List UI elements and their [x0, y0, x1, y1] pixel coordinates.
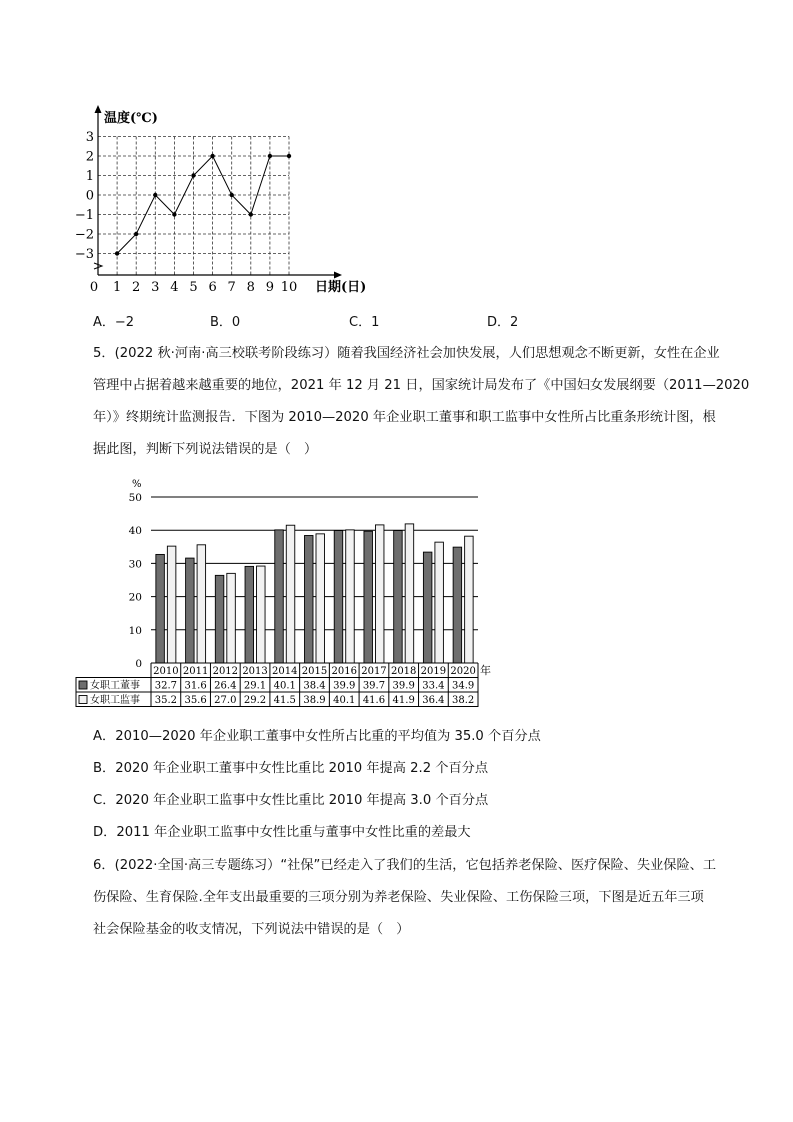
chart1-x-tick: 2 [132, 280, 141, 295]
chart2-data-label: 39.7 [362, 680, 386, 692]
chart2-category-label: 2014 [272, 666, 298, 677]
chart1-point [153, 193, 157, 197]
chart2-bar [215, 575, 224, 663]
chart2-bar [245, 566, 254, 663]
chart2-legend-swatch [79, 681, 87, 689]
chart2-y-tick: 30 [128, 558, 142, 571]
chart2-bar [156, 554, 165, 663]
chart2-category-label: 2015 [301, 666, 328, 677]
chart2-data-label: 29.1 [243, 680, 267, 692]
chart2-y-tick: 40 [128, 525, 142, 538]
q5-stem-line-4: 据此图，判断下列说法错误的是（ ） [93, 442, 318, 457]
chart1-point [134, 232, 138, 236]
q5-stem-line-2: 管理中占据着越来越重要的地位，2021 年 12 月 21 日，国家统计局发布了《中国妇女发展纲要（2011—2020 [93, 378, 750, 393]
chart1-x-tick: 6 [208, 280, 217, 295]
chart1-y-tick: 2 [85, 149, 94, 165]
chart2-data-label: 40.1 [273, 680, 296, 692]
chart2-x-unit: 年 [480, 664, 491, 677]
chart2-bar [423, 552, 432, 663]
chart2-bar [453, 547, 462, 663]
chart2-bar [275, 530, 284, 663]
chart1-y-tick: −2 [74, 227, 94, 243]
chart2-bar [186, 558, 195, 663]
chart2-data-label: 35.2 [154, 695, 177, 706]
chart1-point [172, 212, 176, 216]
chart1-x-tick: 1 [112, 280, 122, 295]
q6-stem-line-2: 伤保险、生育保险.全年支出最重要的三项分别为养老保险、失业保险、工伤保险三项，下图是近五年三项 [93, 890, 704, 905]
chart2-data-label: 38.2 [452, 695, 475, 706]
chart2-category-label: 2010 [153, 666, 179, 677]
q4-option-c[interactable]: C．1 [349, 315, 380, 330]
chart2-data-label: 41.5 [273, 695, 296, 706]
chart2-category-label: 2017 [361, 666, 387, 677]
chart2-category-label: 2011 [182, 666, 209, 677]
chart2-y-tick-labels [129, 492, 142, 670]
q5-option-d[interactable]: D．2011 年企业职工监事中女性比重与董事中女性比重的差最大 [93, 825, 471, 840]
chart1-y-tick: 3 [85, 130, 94, 145]
chart2-data-label: 39.9 [333, 680, 356, 692]
q4-option-a[interactable]: A．−2 [93, 315, 135, 330]
chart1-x-tick: 3 [151, 280, 160, 295]
q5-option-c[interactable]: C．2020 年企业职工监事中女性比重比 2010 年提高 3.0 个百分点 [93, 793, 489, 808]
chart2-data-label: 38.9 [303, 695, 326, 706]
chart2-y-tick: 50 [128, 492, 142, 504]
temperature-line-chart [74, 100, 380, 300]
chart2-bar [334, 531, 343, 663]
chart2-data-label: 31.6 [184, 680, 207, 692]
q6-stem-line-3: 社会保险基金的收支情况，下列说法中错误的是（ ） [93, 922, 410, 937]
chart2-bar [435, 542, 444, 663]
chart2-category-label: 2012 [212, 666, 239, 677]
chart1-x-tick: 7 [227, 280, 236, 295]
chart1-x-tick-labels [90, 280, 297, 295]
chart1-y-tick-labels [75, 130, 94, 262]
chart2-bar [305, 536, 314, 663]
female-director-supervisor-bar-chart [70, 470, 500, 715]
chart2-data-label: 38.4 [303, 680, 326, 692]
chart2-bar [375, 525, 384, 663]
chart1-axes [94, 105, 342, 279]
chart2-bar [364, 531, 373, 663]
chart1-point [249, 212, 253, 216]
chart2-bar [465, 536, 474, 663]
q4-option-b[interactable]: B．0 [210, 315, 241, 330]
chart2-data-label: 39.9 [392, 680, 415, 692]
chart1-x-tick: 8 [246, 280, 255, 295]
chart2-bar [197, 545, 206, 663]
chart2-y-tick: 10 [128, 624, 142, 637]
chart2-category-label: 2018 [390, 666, 417, 677]
chart2-unit-label: % [132, 479, 142, 490]
chart2-bar [316, 534, 325, 663]
chart2-data-label: 32.7 [154, 680, 177, 692]
chart1-x-tick: 0 [89, 280, 99, 295]
chart2-data-label: 41.6 [362, 695, 386, 706]
chart1-xlabel: 日期(日) [315, 280, 367, 295]
chart2-data-label: 29.2 [243, 695, 267, 706]
chart1-x-tick: 4 [170, 280, 179, 295]
chart1-series-line [117, 156, 289, 254]
chart2-bar [167, 546, 176, 663]
chart2-bar [257, 566, 266, 663]
chart2-bar [346, 530, 355, 663]
chart2-legend-swatch [79, 696, 87, 704]
chart2-data-label: 33.4 [422, 680, 445, 692]
chart1-point [191, 173, 195, 177]
chart1-grid [98, 137, 289, 276]
q5-option-a[interactable]: A．2010—2020 年企业职工董事中女性所占比重的平均值为 35.0 个百分点 [93, 729, 541, 744]
chart1-y-tick: −3 [74, 247, 94, 262]
chart2-bar [394, 531, 403, 663]
chart2-data-label: 36.4 [422, 695, 445, 706]
chart1-points [115, 154, 291, 256]
q6-stem-line-1: 6．(2022·全国·高三专题练习）“社保”已经走入了我们的生活，它包括养老保险、医疗保险、失业保险、工 [93, 858, 717, 873]
chart2-bars [156, 524, 473, 663]
chart2-bar [227, 573, 236, 663]
chart1-point [115, 251, 119, 255]
chart2-y-tick: 0 [135, 658, 142, 670]
chart2-category-label: 2013 [242, 666, 268, 677]
chart2-data-label: 27.0 [214, 695, 237, 706]
chart2-category-label: 2020 [450, 666, 476, 677]
chart1-y-tick: 1 [85, 169, 94, 184]
chart1-x-tick: 9 [265, 280, 275, 295]
q5-option-b[interactable]: B．2020 年企业职工董事中女性比重比 2010 年提高 2.2 个百分点 [93, 761, 489, 776]
chart2-bar [286, 525, 295, 663]
q5-stem-line-3: 年）》终期统计监测报告．下图为 2010—2020 年企业职工董事和职工监事中女性所占比重条形统计图，根 [93, 410, 716, 425]
chart2-data-label: 26.4 [214, 680, 237, 692]
chart2-legend-label: 女职工监事 [90, 695, 140, 706]
q5-stem-line-1: 5．(2022 秋·河南·高三校联考阶段练习）随着我国经济社会加快发展，人们思想观念不断更新，女性在企业 [93, 346, 720, 361]
chart2-data-label: 34.9 [452, 680, 475, 692]
chart1-y-tick: 0 [85, 188, 94, 204]
chart2-category-label: 2016 [331, 666, 357, 677]
chart1-point [268, 154, 272, 158]
chart2-y-tick: 20 [128, 591, 142, 604]
chart1-ylabel: 温度(℃) [104, 111, 158, 126]
chart1-x-tick: 5 [189, 280, 198, 295]
chart1-point [287, 154, 291, 158]
chart2-data-label: 35.6 [184, 695, 207, 706]
chart1-point [210, 154, 214, 158]
chart2-data-label: 41.9 [392, 695, 415, 706]
q4-option-d[interactable]: D．2 [487, 315, 519, 330]
chart1-x-tick: 10 [280, 280, 298, 295]
chart2-category-label: 2019 [420, 666, 447, 677]
chart2-legend-label: 女职工董事 [90, 680, 140, 692]
chart1-point [230, 193, 234, 197]
chart2-data-label: 40.1 [333, 695, 356, 706]
chart1-y-tick: −1 [74, 208, 94, 223]
chart2-bar [405, 524, 414, 663]
